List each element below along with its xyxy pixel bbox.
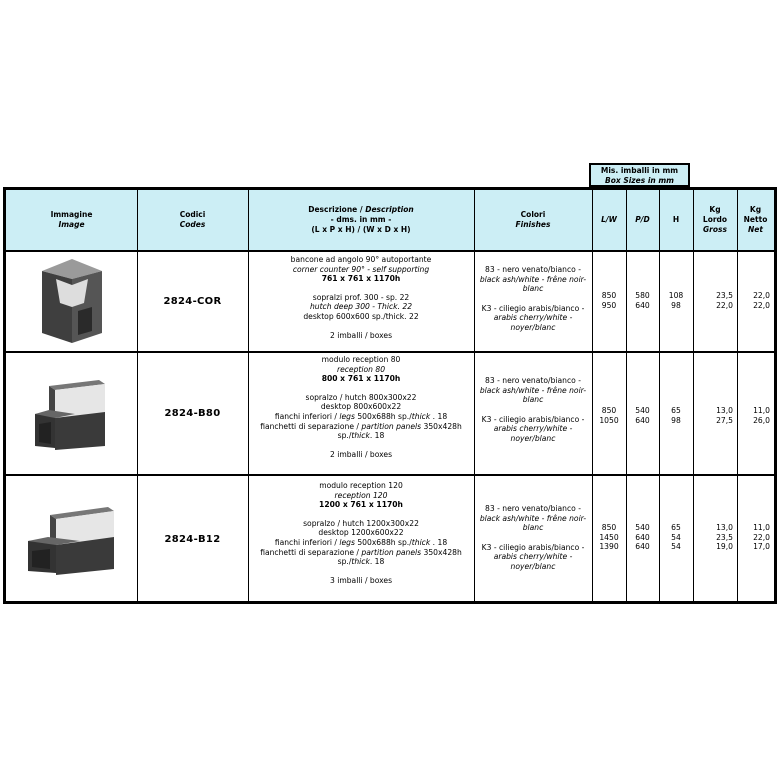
finish-line: 83 - nero venato/bianco - — [485, 265, 581, 274]
desc-line: reception 120 — [334, 490, 388, 500]
net-value: 22,0 — [753, 291, 770, 300]
column-divider — [626, 190, 627, 601]
header-lw-label: L/W — [601, 215, 617, 224]
product-image-cell — [6, 477, 137, 601]
h-values — [659, 406, 693, 425]
lw-value: 1390 — [599, 542, 619, 552]
gross-value: 13,0 — [716, 406, 733, 415]
header-image-en: Image — [58, 220, 85, 229]
gross-value: 22,0 — [716, 300, 733, 310]
header-codes — [137, 190, 248, 250]
header-gross-l2: Lordo — [702, 215, 728, 224]
product-description — [248, 251, 474, 351]
pd-values — [626, 291, 659, 310]
desc-fragment: . 18 — [369, 431, 385, 441]
pd-value: 540 — [635, 523, 650, 532]
desc-line: desktop 1200x600x22 — [318, 528, 404, 538]
header-description-en: Description — [365, 205, 414, 214]
desc-fragment: thick — [351, 431, 370, 441]
box-sizes-header — [589, 163, 690, 187]
net-values — [737, 406, 774, 425]
header-description-line2: - dms. in mm - — [330, 215, 392, 224]
gross-values — [693, 406, 737, 425]
desc-line: reception 80 — [336, 364, 386, 374]
header-net — [737, 190, 774, 250]
desc-line: modulo reception 120 — [319, 481, 403, 490]
net-value: 17,0 — [753, 542, 770, 552]
desc-fragment: fianchi inferiori / — [274, 537, 340, 547]
desc-fragment: fianchi inferiori / — [274, 411, 340, 421]
column-divider — [592, 190, 593, 601]
header-lw — [592, 190, 626, 250]
desc-line: corner counter 90° - self supporting — [292, 264, 430, 274]
desc-dimensions: 761 x 761 x 1170h — [321, 274, 401, 284]
desc-line — [248, 431, 474, 441]
gross-value: 27,5 — [716, 415, 733, 425]
finish-line: arabis cherry/white - — [493, 552, 573, 562]
desc-fragment: fianchetti di separazione / — [260, 421, 362, 431]
header-description-line1 — [308, 205, 413, 215]
lw-value: 1050 — [599, 415, 619, 425]
box-sizes-label-en: Box Sizes in mm — [605, 176, 674, 185]
header-description-it: Descrizione / — [308, 205, 366, 214]
product-image-cell — [6, 353, 137, 474]
finish-line: K3 - ciliegio arabis/bianco - — [481, 303, 585, 313]
product-table — [3, 187, 777, 604]
desc-fragment: . 18 — [430, 411, 448, 421]
desc-fragment: 350x428h — [421, 547, 462, 557]
desc-line: sopralzo / hutch 1200x300x22 — [303, 518, 419, 528]
gross-values — [693, 291, 737, 310]
header-codes-it: Codici — [179, 210, 206, 219]
header-description-line3: (L x P x H) / (W x D x H) — [311, 225, 411, 234]
net-value: 26,0 — [753, 415, 770, 425]
finish-line: K3 - ciliegio arabis/bianco - — [481, 542, 585, 552]
box-sizes-label: Mis. imballi in mm — [600, 166, 679, 175]
h-value: 98 — [671, 415, 681, 425]
lw-value: 1450 — [599, 532, 619, 542]
pd-values — [626, 523, 659, 552]
product-code: 2824-B12 — [164, 533, 221, 545]
desc-boxes: 3 imballi / boxes — [329, 575, 393, 585]
lw-value: 850 — [601, 291, 617, 300]
product-code: 2824-B80 — [164, 408, 221, 419]
desc-fragment: legs — [339, 411, 355, 421]
finish-line: arabis cherry/white - — [493, 313, 573, 323]
net-value: 11,0 — [753, 523, 770, 532]
header-net-l2: Netto — [743, 215, 768, 224]
h-value: 65 — [671, 406, 681, 415]
product-image-cell — [6, 251, 137, 351]
lw-values — [592, 291, 626, 310]
header-net-l3: Net — [748, 225, 763, 234]
desc-line — [248, 422, 474, 432]
header-finishes-it: Colori — [520, 210, 546, 219]
header-image — [6, 190, 137, 250]
finish-line: black ash/white - frêne noir- — [479, 274, 587, 284]
gross-value: 19,0 — [716, 542, 733, 552]
lw-value: 850 — [601, 406, 617, 415]
h-values — [659, 291, 693, 310]
header-codes-en: Codes — [179, 220, 206, 229]
h-value: 65 — [671, 523, 681, 532]
finish-line: 83 - nero venato/bianco - — [485, 504, 581, 513]
desc-line: desktop 600x600 sp./thick. 22 — [303, 311, 419, 321]
net-value: 22,0 — [753, 300, 770, 310]
h-value: 108 — [668, 291, 684, 300]
finish-line: noyer/blanc — [510, 322, 556, 332]
reception-80-image — [29, 376, 115, 452]
desc-line: hutch deep 300 - Thick. 22 — [309, 302, 413, 312]
column-divider — [137, 190, 138, 601]
desc-line — [248, 538, 474, 548]
finish-line: noyer/blanc — [510, 561, 556, 571]
product-description — [248, 477, 474, 601]
desc-fragment: thick — [351, 557, 370, 567]
desc-line: sopralzi prof. 300 - sp. 22 — [312, 292, 410, 302]
column-divider — [737, 190, 738, 601]
header-net-l1: Kg — [749, 205, 762, 214]
desc-line — [248, 412, 474, 422]
finish-line: blanc — [522, 284, 544, 294]
product-code: 2824-COR — [163, 295, 222, 307]
header-h-label: H — [672, 215, 680, 224]
product-description — [248, 351, 474, 473]
header-pd-label: P/D — [635, 215, 650, 224]
finish-line: noyer/blanc — [510, 433, 556, 443]
desc-boxes: 2 imballi / boxes — [329, 449, 393, 459]
desc-fragment: partition panels — [361, 547, 422, 557]
column-divider — [248, 190, 249, 601]
h-value: 98 — [671, 300, 681, 310]
net-value: 22,0 — [753, 532, 770, 542]
desc-fragment: thick — [411, 537, 431, 547]
header-pd — [626, 190, 659, 250]
header-image-it: Immagine — [50, 210, 93, 219]
header-gross-l3: Gross — [703, 225, 727, 234]
desc-dimensions: 800 x 761 x 1170h — [321, 374, 401, 384]
product-finishes — [474, 504, 592, 600]
desc-fragment: partition panels — [361, 421, 422, 431]
desc-line: modulo reception 80 — [321, 355, 401, 364]
header-description — [248, 190, 474, 250]
finish-line: black ash/white - frêne noir- — [479, 385, 587, 395]
desc-fragment: sp./ — [337, 557, 352, 567]
net-value: 11,0 — [753, 406, 770, 415]
reception-120-image — [24, 501, 120, 577]
desc-line: bancone ad angolo 90° autoportante — [290, 255, 432, 264]
header-finishes-en: Finishes — [515, 220, 551, 229]
corner-counter-image — [32, 257, 112, 345]
desc-fragment: sp./ — [337, 431, 352, 441]
gross-value: 13,0 — [716, 523, 733, 532]
desc-fragment: . 18 — [430, 537, 448, 547]
finish-line: K3 - ciliegio arabis/bianco - — [481, 414, 585, 424]
finish-line: blanc — [522, 523, 544, 533]
desc-fragment: . 18 — [369, 557, 385, 567]
finish-line: blanc — [522, 395, 544, 405]
column-divider — [693, 190, 694, 601]
header-gross — [693, 190, 737, 250]
gross-value: 23,5 — [716, 291, 733, 300]
lw-values — [592, 523, 626, 552]
pd-value: 640 — [635, 532, 650, 542]
pd-value: 580 — [635, 291, 650, 300]
desc-line: desktop 800x600x22 — [320, 402, 402, 412]
pd-value: 640 — [635, 415, 650, 425]
desc-line — [248, 557, 474, 567]
desc-line — [248, 548, 474, 558]
product-finishes — [474, 376, 592, 474]
desc-fragment: 500x688h sp./ — [354, 411, 412, 421]
column-divider — [474, 190, 475, 601]
finish-line: black ash/white - frêne noir- — [479, 513, 587, 523]
net-values — [737, 291, 774, 310]
header-gross-l1: Kg — [709, 205, 721, 214]
header-h — [659, 190, 693, 250]
desc-boxes: 2 imballi / boxes — [329, 330, 393, 340]
finish-line: arabis cherry/white - — [493, 424, 573, 434]
desc-line: sopralzo / hutch 800x300x22 — [305, 392, 417, 402]
gross-value: 23,5 — [716, 532, 733, 542]
lw-value: 850 — [601, 523, 617, 532]
pd-values — [626, 406, 659, 425]
header-finishes — [474, 190, 592, 250]
desc-dimensions: 1200 x 761 x 1170h — [319, 500, 403, 510]
finish-line: 83 - nero venato/bianco - — [485, 376, 581, 385]
pd-value: 540 — [635, 406, 650, 415]
column-divider — [659, 190, 660, 601]
lw-value: 950 — [601, 300, 617, 310]
lw-values — [592, 406, 626, 425]
desc-fragment: 500x688h sp./ — [354, 537, 412, 547]
gross-values — [693, 523, 737, 552]
h-value: 54 — [671, 542, 681, 552]
desc-fragment: 350x428h — [421, 421, 462, 431]
desc-fragment: fianchetti di separazione / — [260, 547, 362, 557]
desc-fragment: legs — [339, 537, 355, 547]
h-value: 54 — [671, 532, 681, 542]
net-values — [737, 523, 774, 552]
h-values — [659, 523, 693, 552]
pd-value: 640 — [635, 300, 650, 310]
pd-value: 640 — [635, 542, 650, 552]
desc-fragment: thick — [411, 411, 431, 421]
product-finishes — [474, 265, 592, 351]
